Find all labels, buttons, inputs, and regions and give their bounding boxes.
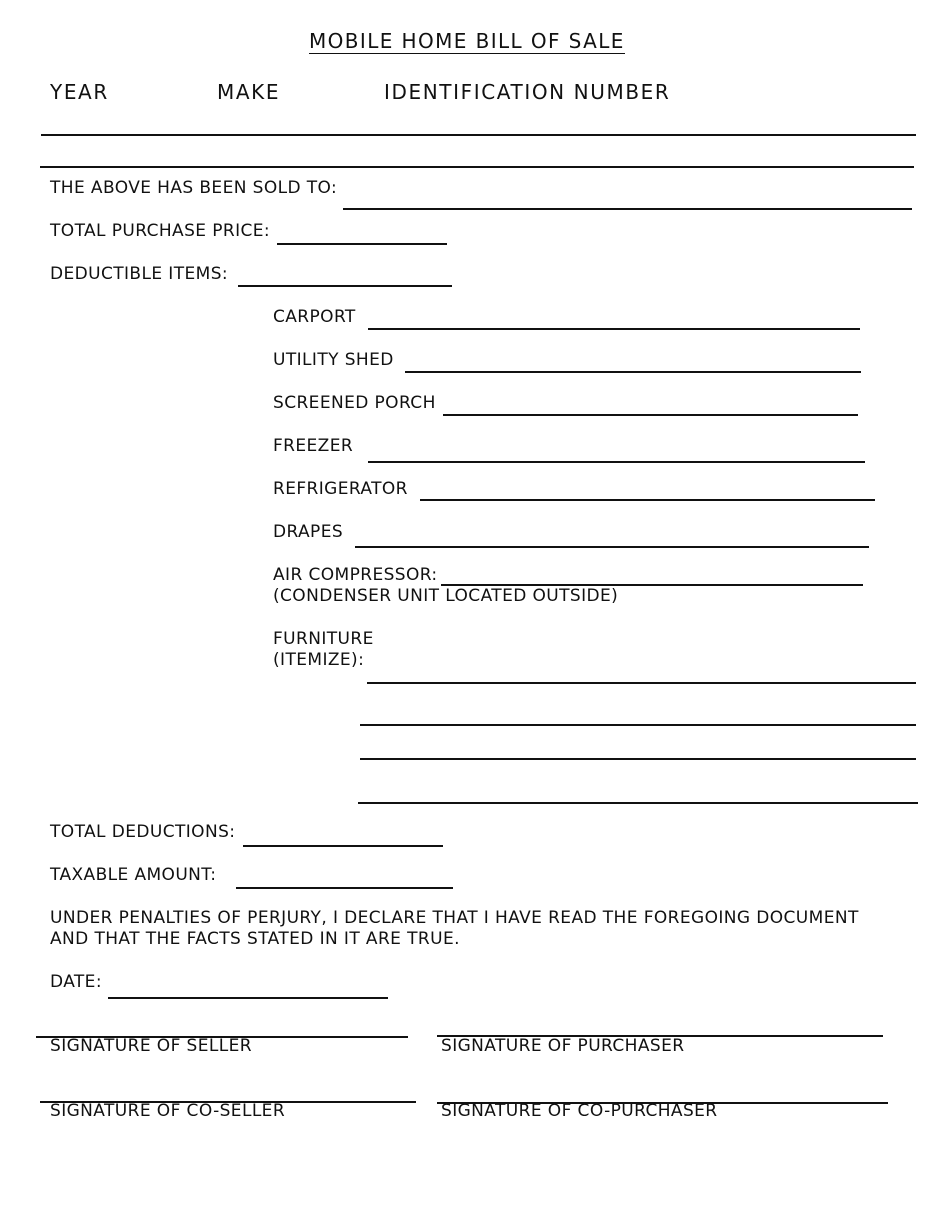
- identification-number-label: IDENTIFICATION NUMBER: [384, 80, 671, 104]
- screened-porch-label: SCREENED PORCH: [273, 393, 436, 413]
- drapes-line[interactable]: [355, 546, 869, 548]
- drapes-label: DRAPES: [273, 522, 344, 542]
- freezer-line[interactable]: [368, 461, 865, 463]
- total-purchase-price-line[interactable]: [277, 243, 447, 245]
- air-compressor-note: (CONDENSER UNIT LOCATED OUTSIDE): [273, 586, 619, 606]
- carport-label: CARPORT: [273, 307, 356, 327]
- air-compressor-label: AIR COMPRESSOR:: [273, 565, 438, 585]
- total-deductions-line[interactable]: [243, 845, 443, 847]
- date-label: DATE:: [50, 972, 102, 992]
- furniture-line-4[interactable]: [358, 802, 918, 804]
- total-purchase-price-label: TOTAL PURCHASE PRICE:: [50, 221, 271, 241]
- taxable-amount-label: TAXABLE AMOUNT:: [50, 865, 217, 885]
- furniture-line-3[interactable]: [360, 758, 916, 760]
- date-line[interactable]: [108, 997, 388, 999]
- total-deductions-label: TOTAL DEDUCTIONS:: [50, 822, 236, 842]
- sold-to-line[interactable]: [343, 208, 912, 210]
- header-entry-line[interactable]: [41, 134, 916, 136]
- declaration-line-1: UNDER PENALTIES OF PERJURY, I DECLARE THAT I HAVE READ THE FOREGOING DOCUMENT: [50, 908, 859, 928]
- furniture-note: (ITEMIZE):: [273, 650, 365, 670]
- header-entry-line-2[interactable]: [40, 166, 914, 168]
- declaration-line-2: AND THAT THE FACTS STATED IN IT ARE TRUE.: [50, 929, 460, 949]
- year-label: YEAR: [50, 80, 109, 104]
- carport-line[interactable]: [368, 328, 860, 330]
- utility-shed-line[interactable]: [405, 371, 861, 373]
- furniture-line-1[interactable]: [367, 682, 916, 684]
- deductible-items-label: DEDUCTIBLE ITEMS:: [50, 264, 229, 284]
- co-seller-signature-label: SIGNATURE OF CO-SELLER: [50, 1101, 286, 1121]
- furniture-line-2[interactable]: [360, 724, 916, 726]
- taxable-amount-line[interactable]: [236, 887, 453, 889]
- sold-to-label: THE ABOVE HAS BEEN SOLD TO:: [50, 178, 338, 198]
- co-purchaser-signature-label: SIGNATURE OF CO-PURCHASER: [441, 1101, 718, 1121]
- utility-shed-label: UTILITY SHED: [273, 350, 394, 370]
- screened-porch-line[interactable]: [443, 414, 858, 416]
- seller-signature-label: SIGNATURE OF SELLER: [50, 1036, 252, 1056]
- refrigerator-label: REFRIGERATOR: [273, 479, 408, 499]
- page-title: MOBILE HOME BILL OF SALE: [309, 29, 625, 53]
- purchaser-signature-label: SIGNATURE OF PURCHASER: [441, 1036, 685, 1056]
- make-label: MAKE: [217, 80, 281, 104]
- refrigerator-line[interactable]: [420, 499, 875, 501]
- freezer-label: FREEZER: [273, 436, 354, 456]
- deductible-items-line[interactable]: [238, 285, 452, 287]
- furniture-label: FURNITURE: [273, 629, 374, 649]
